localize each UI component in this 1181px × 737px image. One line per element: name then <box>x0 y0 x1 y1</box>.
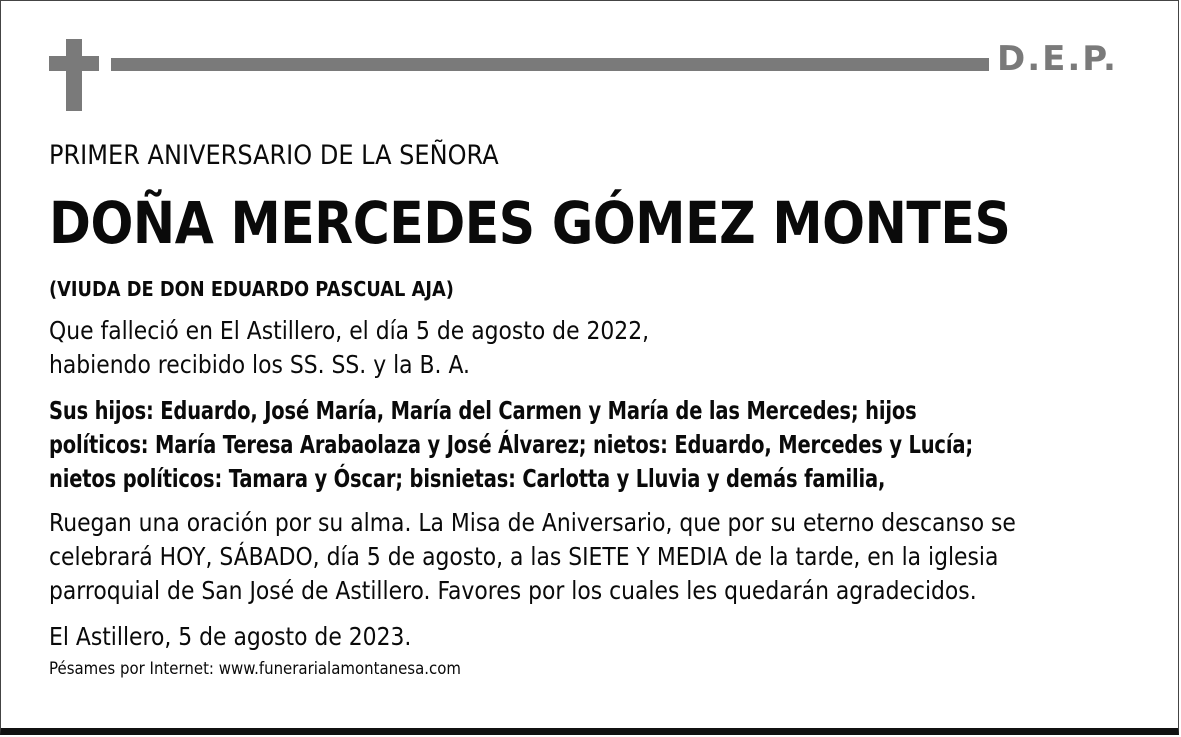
family-line: políticos: María Teresa Arabaolaza y José Álvarez; nietos: Eduardo, Mercedes y Lucía; <box>49 430 973 459</box>
family-paragraph <box>49 394 973 496</box>
death-line: Que falleció en El Astillero, el día 5 de agosto de 2022, <box>49 316 650 345</box>
condolences-website: Pésames por Internet: www.funerarialamontanesa.com <box>49 659 461 679</box>
mass-line: celebrará HOY, SÁBADO, día 5 de agosto, a las SIETE Y MEDIA de la tarde, en la iglesia <box>49 542 999 571</box>
widow-line: (VIUDA DE DON EDUARDO PASCUAL AJA) <box>49 277 454 301</box>
death-line: habiendo recibido los SS. SS. y la B. A. <box>49 350 470 379</box>
header-rule <box>111 58 989 71</box>
mass-line: parroquial de San José de Astillero. Favores por los cuales les quedarán agradecidos. <box>49 576 977 605</box>
deceased-name: DOÑA MERCEDES GÓMEZ MONTES <box>49 189 1011 257</box>
family-line: nietos políticos: Tamara y Óscar; bisnietas: Carlotta y Lluvia y demás familia, <box>49 464 886 493</box>
death-paragraph <box>49 314 649 382</box>
family-line: Sus hijos: Eduardo, José María, María del Carmen y María de las Mercedes; hijos <box>49 396 917 425</box>
cross-icon <box>49 39 99 111</box>
dep-label: D.E.P. <box>997 39 1118 79</box>
mass-line: Ruegan una oración por su alma. La Misa de Aniversario, que por su eterno descanso se <box>49 508 1016 537</box>
anniversary-subtitle: PRIMER ANIVERSARIO DE LA SEÑORA <box>49 140 499 171</box>
mass-paragraph <box>49 506 1016 608</box>
place-date: El Astillero, 5 de agosto de 2023. <box>49 622 412 651</box>
